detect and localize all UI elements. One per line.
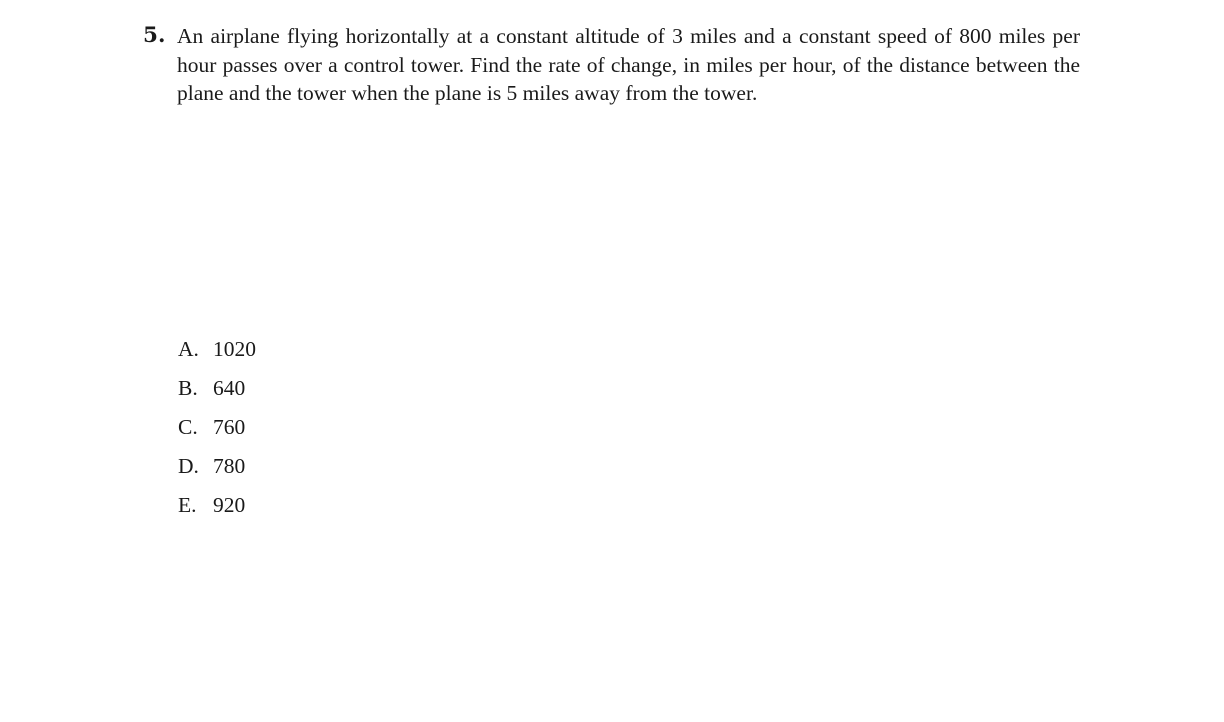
choice-c [178, 412, 256, 451]
problem-number: 5. [143, 23, 166, 48]
choice-b [178, 373, 256, 412]
choice-value: 1020 [213, 337, 256, 361]
choice-letter: E. [178, 493, 197, 517]
choice-a [178, 334, 256, 373]
choice-value: 780 [213, 454, 246, 478]
choice-value: 640 [213, 376, 246, 400]
choice-letter: A. [178, 337, 199, 361]
choice-letter: C. [178, 415, 198, 439]
choice-e [178, 490, 256, 529]
choice-value: 760 [213, 415, 246, 439]
problem-text: An airplane flying horizontally at a constant altitude of 3 miles and a constant speed of 800 miles per hour passes over a control tower. Find the rate of change, in miles per hour, of the distance between the plane and the tower when the plane is 5 miles away from the tower. [177, 24, 1080, 106]
choice-d [178, 451, 256, 490]
choice-value: 920 [213, 493, 246, 517]
choice-letter: B. [178, 376, 198, 400]
choice-letter: D. [178, 454, 199, 478]
answer-choices [178, 334, 256, 529]
problem [143, 22, 1080, 108]
